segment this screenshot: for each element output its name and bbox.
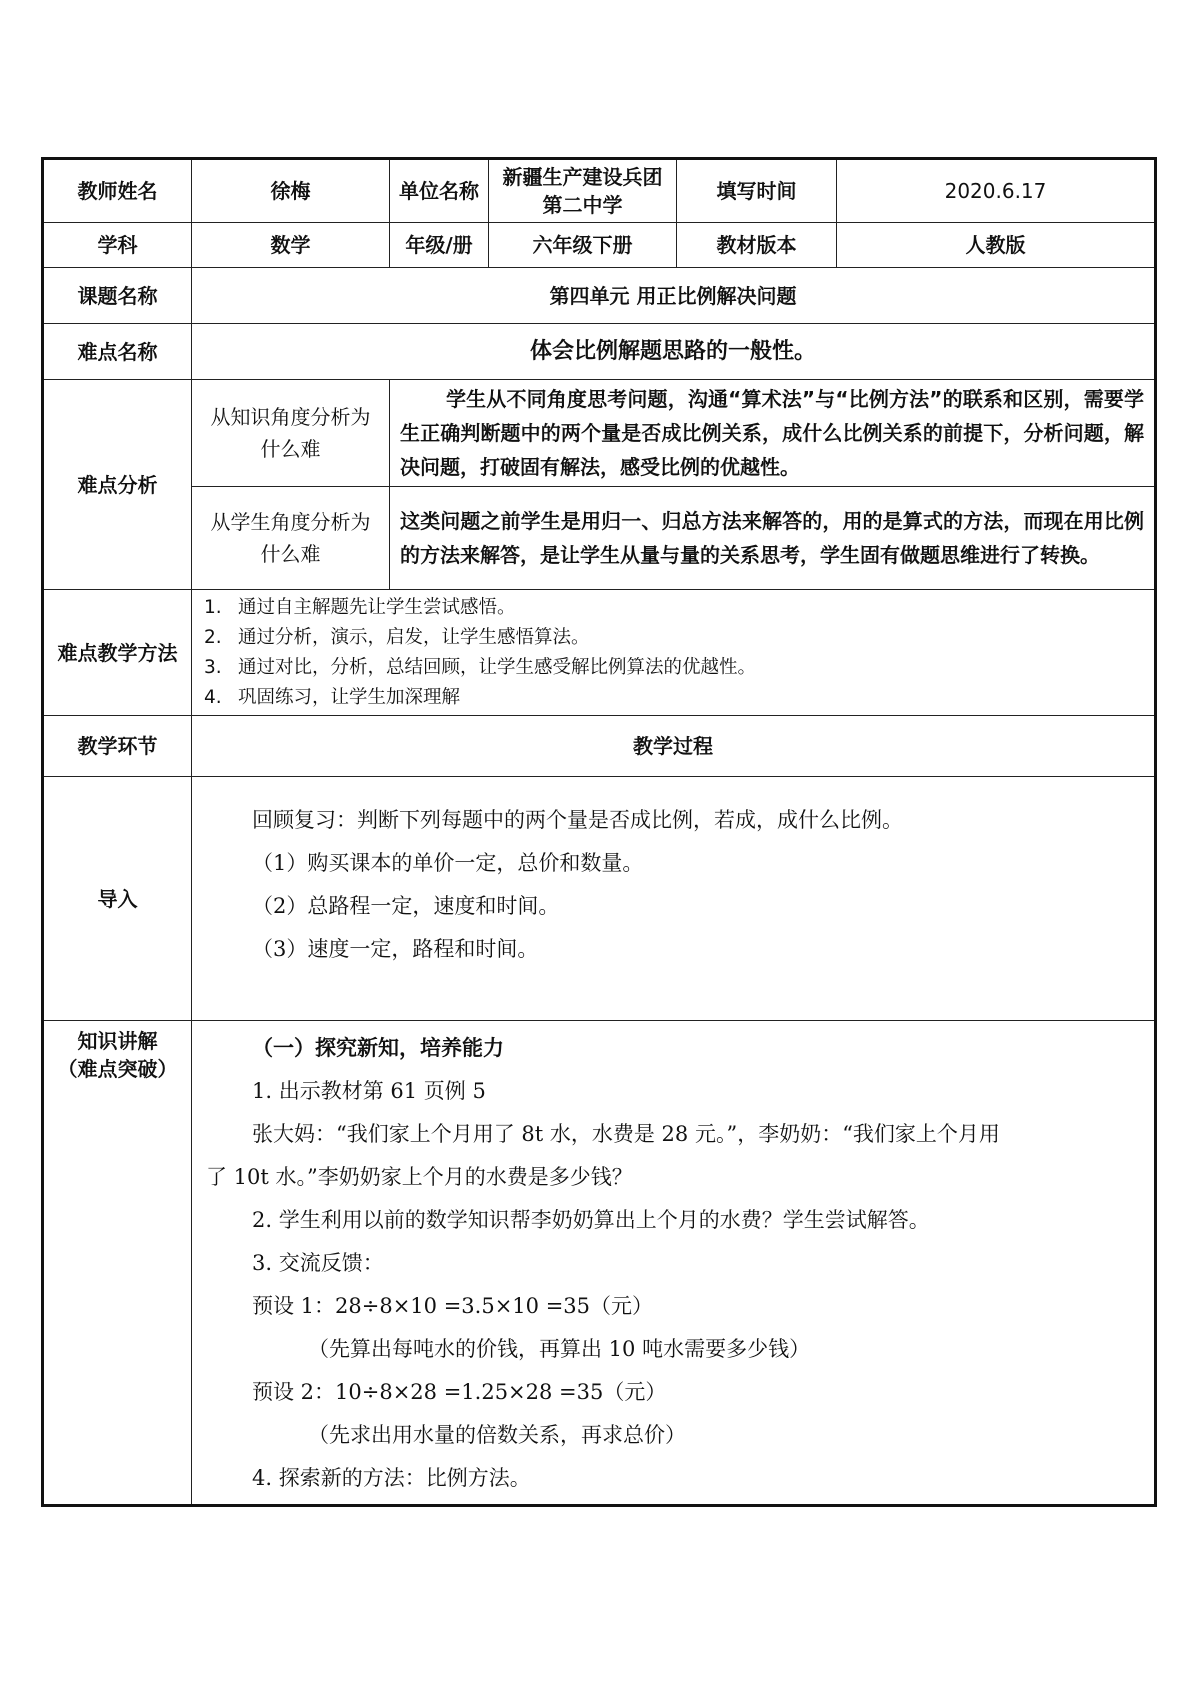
difficulty-row <box>43 324 1156 380</box>
knowledge-angle-text: 学生从不同角度思考问题，沟通“算术法”与“比例方法”的联系和区别，需要学生正确判断题中的两个量是否成比例关系，成什么比例关系的前提下，分析问题，解决问题，打破固有解法，感受比例的优越性。 <box>390 380 1156 487</box>
method-item: 4. 巩固练习，让学生加深理解 <box>204 686 461 708</box>
grade-label: 年级/册 <box>390 223 489 268</box>
knowledge-line: （先求出用水量的倍数关系，再求总价） <box>308 1423 686 1447</box>
method-item: 3. 通过对比，分析，总结回顾，让学生感受解比例算法的优越性。 <box>204 656 757 678</box>
knowledge-line: 预设 2：10÷8×28 =1.25×28 =35（元） <box>252 1380 667 1404</box>
knowledge-line: （先算出每吨水的价钱，再算出 10 吨水需要多少钱） <box>308 1337 811 1361</box>
knowledge-line: 2. 学生利用以前的数学知识帮李奶奶算出上个月的水费？学生尝试解答。 <box>252 1208 930 1232</box>
difficulty-label: 难点名称 <box>43 324 192 380</box>
method-item: 1. 通过自主解题先让学生尝试感悟。 <box>204 596 516 618</box>
knowledge-line: 1. 出示教材第 61 页例 5 <box>252 1079 486 1103</box>
edition-value: 人教版 <box>837 223 1156 268</box>
teacher-label: 教师姓名 <box>43 159 192 223</box>
student-angle-label: 从学生角度分析为什么难 <box>192 487 390 590</box>
knowledge-line: 了 10t 水。”李奶奶家上个月的水费是多少钱？ <box>206 1165 633 1189</box>
knowledge-heading: （一）探究新知，培养能力 <box>252 1036 504 1060</box>
analysis-row-knowledge <box>43 380 1156 487</box>
method-item: 2. 通过分析，演示，启发，让学生感悟算法。 <box>204 626 590 648</box>
intro-label: 导入 <box>43 777 192 1021</box>
date-label: 填写时间 <box>677 159 837 223</box>
teacher-value: 徐梅 <box>192 159 390 223</box>
edition-label: 教材版本 <box>677 223 837 268</box>
unit-value-line2: 第二中学 <box>542 193 623 217</box>
methods-list <box>192 590 1156 716</box>
unit-label: 单位名称 <box>390 159 489 223</box>
intro-row <box>43 777 1156 1021</box>
knowledge-row <box>43 1021 1156 1506</box>
topic-row <box>43 268 1156 324</box>
knowledge-line: 3. 交流反馈： <box>252 1251 384 1275</box>
student-angle-text: 这类问题之前学生是用归一、归总方法来解答的，用的是算式的方法，而现在用比例的方法来解答，是让学生从量与量的关系思考，学生固有做题思维进行了转换。 <box>390 487 1156 590</box>
intro-line: （1）购买课本的单价一定，总价和数量。 <box>252 851 644 875</box>
knowledge-label <box>43 1021 192 1506</box>
unit-value-line1: 新疆生产建设兵团 <box>502 165 663 189</box>
process-label: 教学过程 <box>192 716 1156 777</box>
stage-label: 教学环节 <box>43 716 192 777</box>
header-row-2 <box>43 223 1156 268</box>
date-value: 2020.6.17 <box>837 159 1156 223</box>
knowledge-content <box>192 1021 1156 1506</box>
analysis-row-student <box>43 487 1156 590</box>
process-header-row <box>43 716 1156 777</box>
knowledge-line: 张大妈：“我们家上个月用了 8t 水，水费是 28 元。”，李奶奶：“我们家上个月用 <box>252 1122 1000 1146</box>
methods-label: 难点教学方法 <box>43 590 192 716</box>
lesson-plan-table <box>41 157 1157 1507</box>
topic-value: 第四单元 用正比例解决问题 <box>192 268 1156 324</box>
knowledge-line: 4. 探索新的方法：比例方法。 <box>252 1466 531 1490</box>
knowledge-label-line1: 知识讲解 <box>77 1029 158 1053</box>
topic-label: 课题名称 <box>43 268 192 324</box>
difficulty-value: 体会比例解题思路的一般性。 <box>192 324 1156 380</box>
methods-row <box>43 590 1156 716</box>
unit-value <box>489 159 677 223</box>
header-row-1 <box>43 159 1156 223</box>
knowledge-label-line2: （难点突破） <box>57 1057 178 1081</box>
knowledge-angle-label: 从知识角度分析为什么难 <box>192 380 390 487</box>
intro-line: 回顾复习：判断下列每题中的两个量是否成比例，若成，成什么比例。 <box>252 808 903 832</box>
grade-value: 六年级下册 <box>489 223 677 268</box>
knowledge-line: 预设 1：28÷8×10 =3.5×10 =35（元） <box>252 1294 654 1318</box>
subject-value: 数学 <box>192 223 390 268</box>
analysis-label: 难点分析 <box>43 380 192 590</box>
intro-content <box>192 777 1156 1021</box>
subject-label: 学科 <box>43 223 192 268</box>
intro-line: （2）总路程一定，速度和时间。 <box>252 894 560 918</box>
intro-line: （3）速度一定，路程和时间。 <box>252 937 539 961</box>
